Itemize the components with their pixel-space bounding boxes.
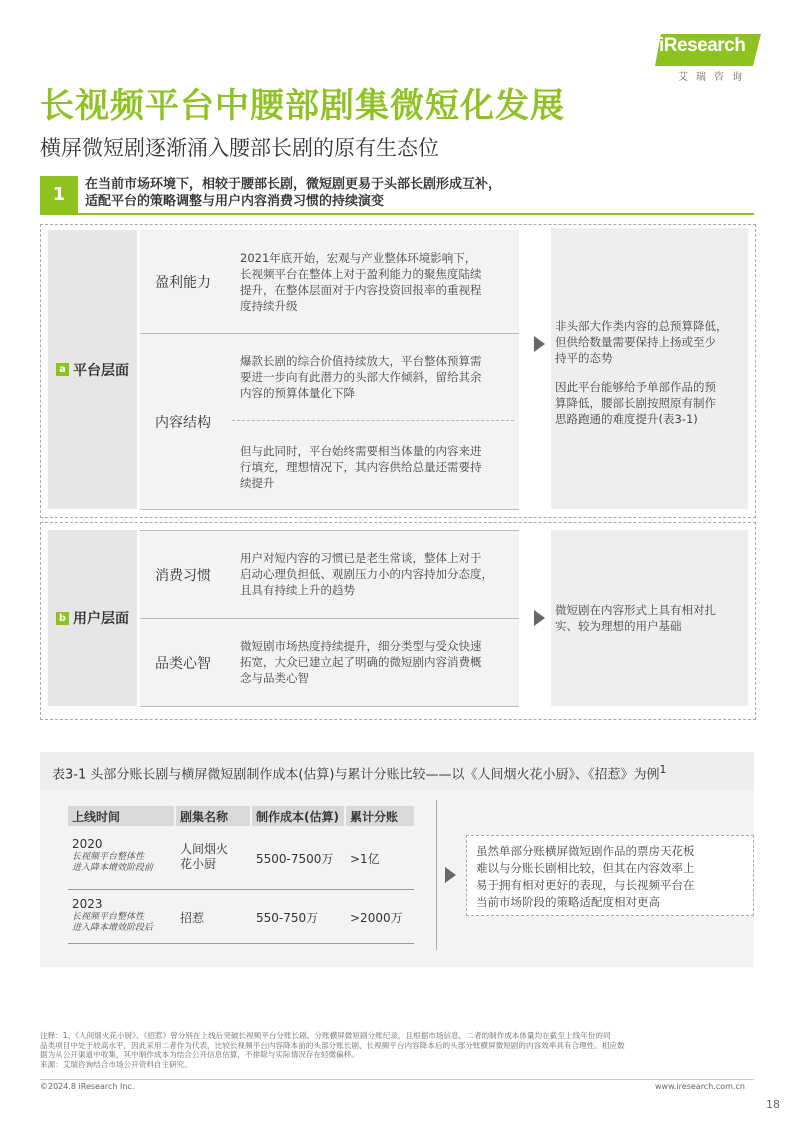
table-cell-year-note xyxy=(72,912,153,934)
text-line: 2021年底开始，宏观与产业整体环境影响下， xyxy=(240,251,477,265)
text-line: 要进一步向有此潜力的头部大作倾斜，留给其余 xyxy=(240,370,482,384)
text-line: 非头部大作类内容的总预算降低， xyxy=(555,319,728,333)
text-line: 持平的态势 xyxy=(555,351,613,365)
category-profitability xyxy=(140,230,226,333)
text-line: 进入降本增效阶段后 xyxy=(72,923,154,933)
text-line: 度持续升级 xyxy=(240,299,298,313)
table-cell-cost: 550-750万 xyxy=(256,911,319,925)
platform-section-label xyxy=(48,230,137,509)
platform-result-text xyxy=(555,318,728,427)
text-line: 实、较为理想的用户基础 xyxy=(555,619,682,633)
text-line: 花小厨 xyxy=(180,857,217,871)
table-cell-name xyxy=(180,842,228,872)
arrow-right-icon xyxy=(534,336,545,352)
text-line: 微短剧在内容形式上具有相对扎 xyxy=(555,603,716,617)
text-line: 行填充，理想情况下，其内容供给总量还需要持 xyxy=(240,460,482,474)
text-line: 当前市场阶段的策略适配度相对更高 xyxy=(476,895,660,909)
category-mindset-text xyxy=(240,638,482,686)
section-bottom-line xyxy=(140,509,519,510)
table-cell-share: >1亿 xyxy=(350,852,380,866)
table-row-divider xyxy=(68,889,414,890)
section-number-badge: 1 xyxy=(40,176,78,213)
table-caption-text: 表3-1 头部分账长剧与横屏微短剧制作成本(估算)与累计分账比较——以《人间烟火花小厨》、《招惹》为例 xyxy=(52,767,660,783)
category-category-mindset-label: 品类心智 xyxy=(155,655,211,672)
text-line: 但与此同时，平台始终需要相当体量的内容来进 xyxy=(240,444,482,458)
text-line: 长视频平台在整体上对于盈利能力的聚焦度陆续 xyxy=(240,267,482,281)
consumption-habit-text xyxy=(240,550,493,598)
user-section-label-text: 用户层面 xyxy=(73,611,129,627)
profitability-text xyxy=(240,250,482,314)
table-cell-name: 招惹 xyxy=(180,911,205,925)
table-header-cell: 制作成本(估算) xyxy=(252,806,344,826)
text-line: 但供给数量需要保持上扬或至少 xyxy=(555,335,716,349)
website-link[interactable]: www.iresearch.com.cn xyxy=(655,1082,745,1091)
category-content-structure-label: 内容结构 xyxy=(155,414,211,431)
footnote-line: 据为从公开渠道中收集，其中制作成本为结合公开信息估算，不排除与实际情况存在轻微偏移。 xyxy=(40,1050,359,1059)
user-section-label xyxy=(48,530,137,706)
text-line: 用户对短内容的习惯已是老生常谈，整体上对于 xyxy=(240,551,482,565)
footer-divider xyxy=(40,1079,754,1080)
iresearch-logo: iResearch xyxy=(659,35,746,56)
table-header-cell: 累计分账 xyxy=(346,806,414,826)
text-line: 难以与分账长剧相比较，但其在内容效率上 xyxy=(476,861,695,875)
text-line: 因此平台能够给予单部作品的预 xyxy=(555,380,716,394)
footnote-line: 品类项目中处于较高水平，因此采用二者作为代表，比较长视频平台内容降本前的头部分账长剧、长视频平台内容降本后的头部分账横屏微短剧的内容效率具有合理性。相应数 xyxy=(40,1040,625,1050)
intro-text xyxy=(85,176,501,210)
section-bottom-line xyxy=(140,706,519,707)
table-cell-cost: 5500-7500万 xyxy=(256,852,334,866)
category-consumption-habit-label: 消费习惯 xyxy=(155,567,211,584)
content-structure-text-2 xyxy=(240,443,482,491)
arrow-right-icon xyxy=(445,867,456,883)
text-line: 拓宽，大众已建立起了明确的微短剧内容消费概 xyxy=(240,655,482,669)
category-category-mindset xyxy=(140,619,226,706)
text-line: 虽然单部分账横屏微短剧作品的票房天花板 xyxy=(476,844,695,858)
text-line: 算降低，腰部长剧按照原有制作 xyxy=(555,396,716,410)
content-structure-text-1 xyxy=(240,353,482,401)
table-separator-line xyxy=(436,800,437,950)
table-cell-share: >2000万 xyxy=(350,911,403,925)
category-consumption-habit xyxy=(140,531,226,618)
intro-underline xyxy=(40,213,754,215)
table-cell-year: 2020 xyxy=(72,837,103,851)
text-line: 内容的预算体量化下降 xyxy=(240,386,355,400)
table-header-cell: 上线时间 xyxy=(68,806,174,826)
text-line: 进入降本增效阶段前 xyxy=(72,863,154,873)
text-line: 念与品类心智 xyxy=(240,671,309,685)
text-line: 续提升 xyxy=(240,476,275,490)
category-profitability-label: 盈利能力 xyxy=(155,274,211,291)
text-line: 思路跑通的难度提升(表3-1) xyxy=(555,412,698,426)
intro-line-2: 适配平台的策略调整与用户内容消费习惯的持续演变 xyxy=(85,194,385,209)
page-number: 18 xyxy=(766,1098,780,1111)
user-result-text xyxy=(555,602,716,634)
text-line: 人间烟火 xyxy=(180,842,229,856)
table-header-cell: 剧集名称 xyxy=(176,806,250,826)
intro-line-1: 在当前市场环境下，相较于腰部长剧，微短剧更易于头部长剧形成互补， xyxy=(85,177,502,192)
text-line: 长视频平台整体性 xyxy=(72,852,145,862)
text-line: 易于拥有相对更好的表现，与长视频平台在 xyxy=(476,878,695,892)
copyright: ©2024.8 iResearch Inc. xyxy=(40,1082,135,1091)
table-cell-year: 2023 xyxy=(72,897,103,911)
table-caption-footnote-mark: 1 xyxy=(659,763,667,776)
tag-a: a xyxy=(56,363,69,376)
page-subtitle: 横屏微短剧逐渐涌入腰部长剧的原有生态位 xyxy=(40,136,439,160)
footnote xyxy=(40,1031,755,1069)
table-bottom-line xyxy=(68,943,414,944)
iresearch-logo-cn: 艾瑞咨询 xyxy=(678,72,750,83)
table-conclusion-text xyxy=(476,843,695,911)
content-divider-dashed xyxy=(232,420,514,421)
text-line: 微短剧市场热度持续提升，细分类型与受众快速 xyxy=(240,639,482,653)
source-line: 来源：艾瑞咨询结合市场公开资料自主研究。 xyxy=(40,1059,192,1069)
text-line: 长视频平台整体性 xyxy=(72,912,145,922)
page-title: 长视频平台中腰部剧集微短化发展 xyxy=(40,86,565,126)
arrow-right-icon xyxy=(534,610,545,626)
footnote-line: 注释：1、《人间烟火花小厨》、《招惹》曾分别在上线后突破长视频平台分账长剧、分账横屏微短剧分账纪录，且根据市场信息，二者的制作成本体量均在截至上线年份的同 xyxy=(40,1031,611,1040)
category-content-structure xyxy=(140,334,226,509)
table-caption xyxy=(52,763,666,782)
text-line: 爆款长剧的综合价值持续放大，平台整体预算需 xyxy=(240,354,482,368)
text-line: 提升，在整体层面对于内容投资回报率的重视程 xyxy=(240,283,482,297)
tag-b: b xyxy=(56,612,69,625)
table-cell-year-note xyxy=(72,852,153,874)
text-line: 启动心理负担低、观剧压力小的内容持加分态度， xyxy=(240,567,493,581)
text-line: 且具有持续上升的趋势 xyxy=(240,583,355,597)
platform-section-label-text: 平台层面 xyxy=(73,362,129,379)
